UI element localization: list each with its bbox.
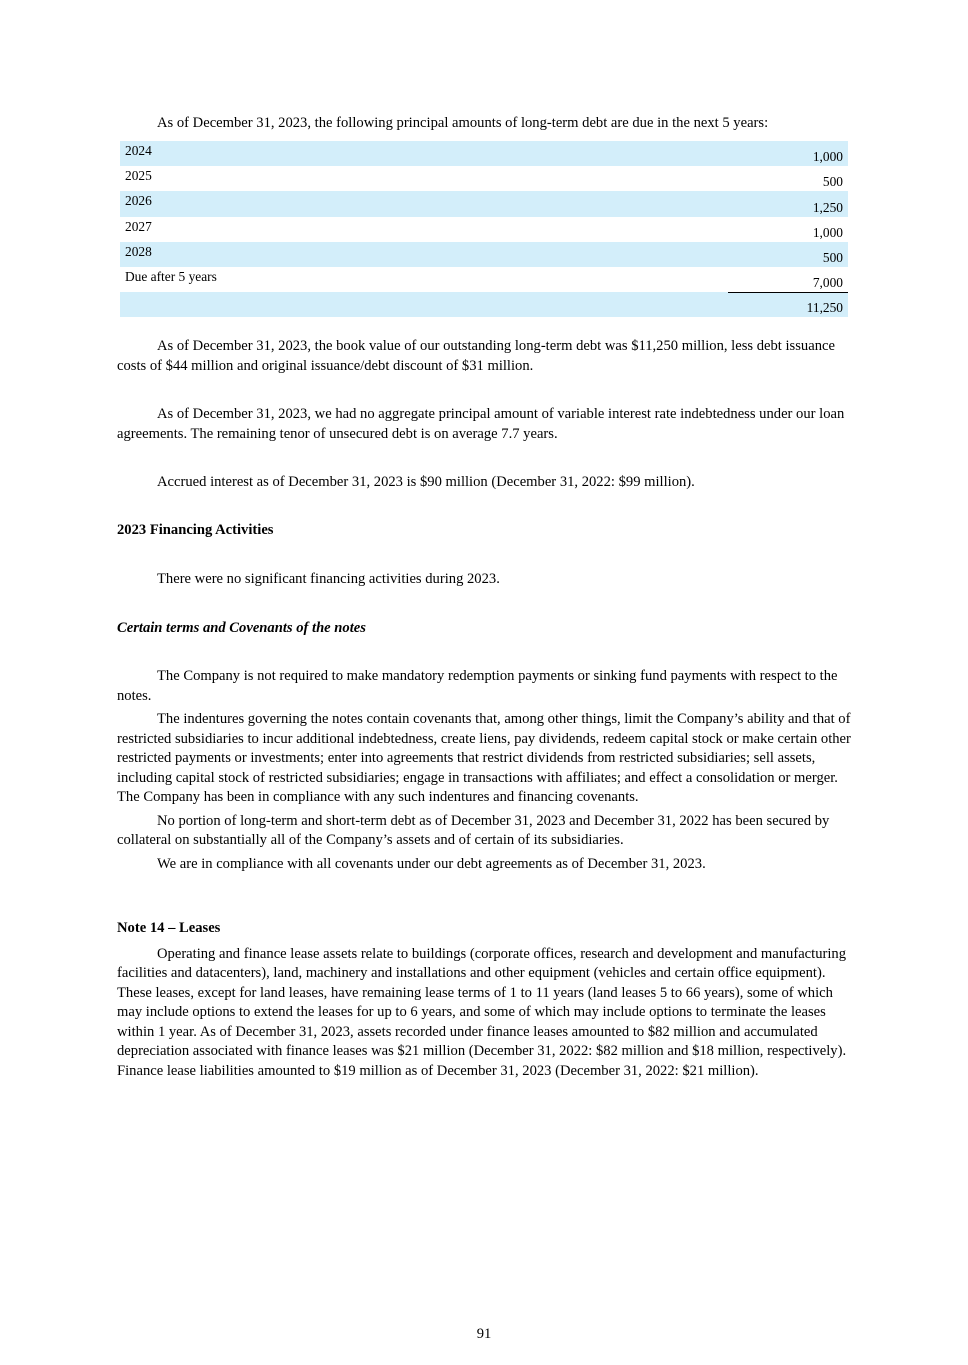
table-cell-amount: 1,250 [728, 191, 848, 216]
debt-maturity-intro: As of December 31, 2023, the following principal amounts of long-term debt are due in the next 5 years: [157, 115, 769, 131]
table-cell-amount: 500 [728, 242, 848, 267]
page-number: 91 [476, 1326, 492, 1342]
table-cell-year: 2028 [120, 242, 728, 267]
covenants-heading: Certain terms and Covenants of the notes [117, 620, 366, 636]
table-row [120, 141, 848, 166]
financing-activities-paragraph: There were no significant financing activities during 2023. [157, 571, 500, 587]
table-row [120, 166, 848, 191]
book-value-paragraph: As of December 31, 2023, the book value of our outstanding long-term debt was $11,250 million, less debt issuance costs of $44 million and original issuance/debt discount of $31 million. [117, 338, 835, 374]
table-row [120, 267, 848, 292]
table-cell-year: Due after 5 years [125, 268, 217, 284]
table-cell-year: 2024 [120, 141, 728, 166]
covenants-paragraph-3: No portion of long-term and short-term debt as of December 31, 2023 and December 31, 2022 has been secured by collateral on substantially all of the Company’s assets and of certain of its subsidiaries. [117, 812, 830, 848]
table-row [120, 217, 848, 242]
leases-heading: Note 14 – Leases [117, 920, 221, 936]
covenants-paragraph-4: We are in compliance with all covenants under our debt agreements as of December 31, 2023. [157, 855, 706, 872]
covenants-paragraph-2: The indentures governing the notes contain covenants that, among other things, limit the Company’s ability and that of restricted subsidiaries to incur additional indebtedness, create liens, pay dividends, redeem capital stock or make certain other restricted payments or investments; enter into agreements that restrict dividends from restricted subsidiaries; sell assets, including capital stock of restricted subsidiaries; engage in transactions with affiliates; and effect a consolidation or merger. The Company has been in compliance with any such indentures and financing covenants. [117, 711, 851, 805]
table-row [120, 242, 848, 267]
variable-rate-paragraph: As of December 31, 2023, we had no aggregate principal amount of variable interest rate indebtedness under our loan agreements. The remaining tenor of unsecured debt is on average 7.7 years. [117, 406, 845, 442]
table-cell-year: 2027 [125, 218, 152, 234]
table-cell-total: 11,250 [728, 292, 848, 317]
table-cell-amount: 1,000 [728, 141, 848, 166]
table-cell-amount: 1,000 [812, 224, 843, 240]
leases-paragraph: Operating and finance lease assets relate to buildings (corporate offices, research and development and manufacturing facilities and datacenters), land, machinery and installations and other equipment (vehicles and certain office equipment). These leases, except for land leases, have remaining lease terms of 1 to 11 years (land leases 5 to 66 years), some of which may include options to extend the leases for up to 6 years, and some of which may include options to terminate the leases within 1 year. As of December 31, 2023, assets recorded under finance leases amounted to $82 million and accumulated depreciation associated with finance leases was $21 million (December 31, 2022: $82 million and $18 million, respectively). Finance lease liabilities amounted to $19 million as of December 31, 2023 (December 31, 2022: $21 million). [117, 945, 847, 1079]
table-total-row [120, 292, 848, 317]
leases-section [117, 919, 852, 1081]
accrued-interest-paragraph: Accrued interest as of December 31, 2023 is $90 million (December 31, 2022: $99 million). [157, 474, 695, 490]
table-cell-amount: 7,000 [728, 267, 848, 292]
covenants-paragraph-1: The Company is not required to make mandatory redemption payments or sinking fund payments with respect to the notes. [117, 668, 838, 704]
financing-activities-heading: 2023 Financing Activities [117, 522, 274, 538]
table-cell-amount: 500 [822, 174, 843, 190]
table-row [120, 191, 848, 216]
table-cell-year-empty [120, 292, 728, 317]
covenants-section [117, 667, 852, 874]
table-cell-year: 2025 [125, 168, 152, 184]
table-cell-year: 2026 [120, 191, 728, 216]
debt-maturity-table [120, 141, 848, 317]
